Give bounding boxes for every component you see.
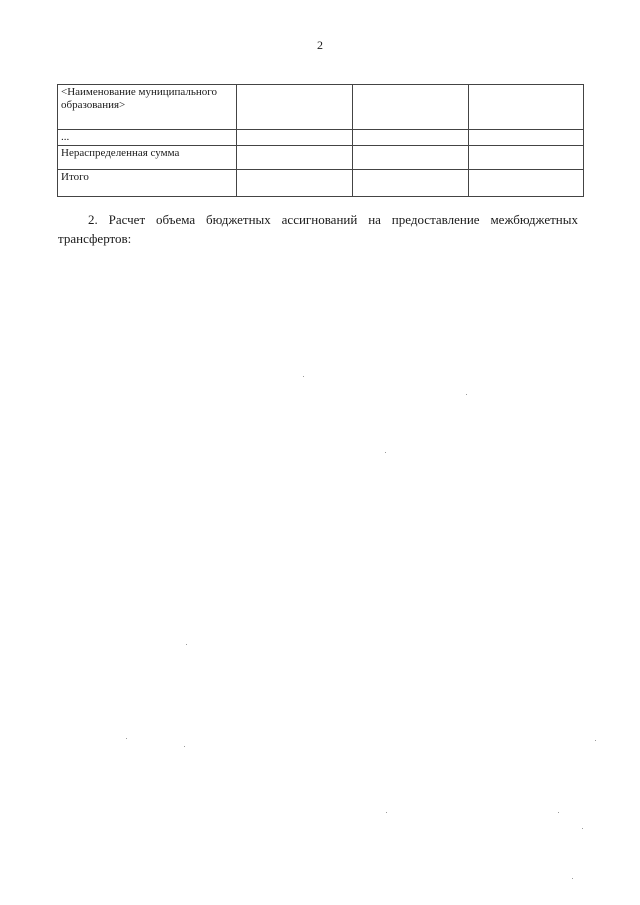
table-cell xyxy=(353,146,469,170)
scan-speck xyxy=(126,738,127,739)
table-cell xyxy=(353,170,469,197)
table-cell xyxy=(353,85,469,130)
table-row-ellipsis xyxy=(58,130,584,146)
table-cell xyxy=(353,130,469,146)
table-cell xyxy=(237,130,353,146)
table-row-municipal-entity xyxy=(58,85,584,130)
scan-speck xyxy=(385,452,386,453)
table-cell-label: ... xyxy=(58,130,237,146)
scan-speck xyxy=(303,376,304,377)
table-cell xyxy=(469,146,584,170)
scan-speck xyxy=(595,740,596,741)
table-cell-label: <Наименование муниципального образования> xyxy=(58,85,237,130)
scan-speck xyxy=(572,878,573,879)
scan-speck xyxy=(558,812,559,813)
scan-speck xyxy=(184,746,185,747)
scan-speck xyxy=(186,644,187,645)
table-cell xyxy=(469,170,584,197)
table-cell xyxy=(237,146,353,170)
table-row-total xyxy=(58,170,584,197)
table-cell xyxy=(237,170,353,197)
page-number: 2 xyxy=(317,38,323,52)
scan-speck xyxy=(386,812,387,813)
table-cell-label: Итого xyxy=(58,170,237,197)
table-row-undistributed-amount xyxy=(58,146,584,170)
scan-speck xyxy=(582,828,583,829)
table-cell xyxy=(237,85,353,130)
section-paragraph: 2. Расчет объема бюджетных ассигнований на предоставление межбюджетных трансфертов: xyxy=(58,212,578,246)
distribution-table xyxy=(57,84,584,197)
table-cell xyxy=(469,85,584,130)
table-cell xyxy=(469,130,584,146)
table-cell-label: Нераспределенная сумма xyxy=(58,146,237,170)
scan-speck xyxy=(466,394,467,395)
